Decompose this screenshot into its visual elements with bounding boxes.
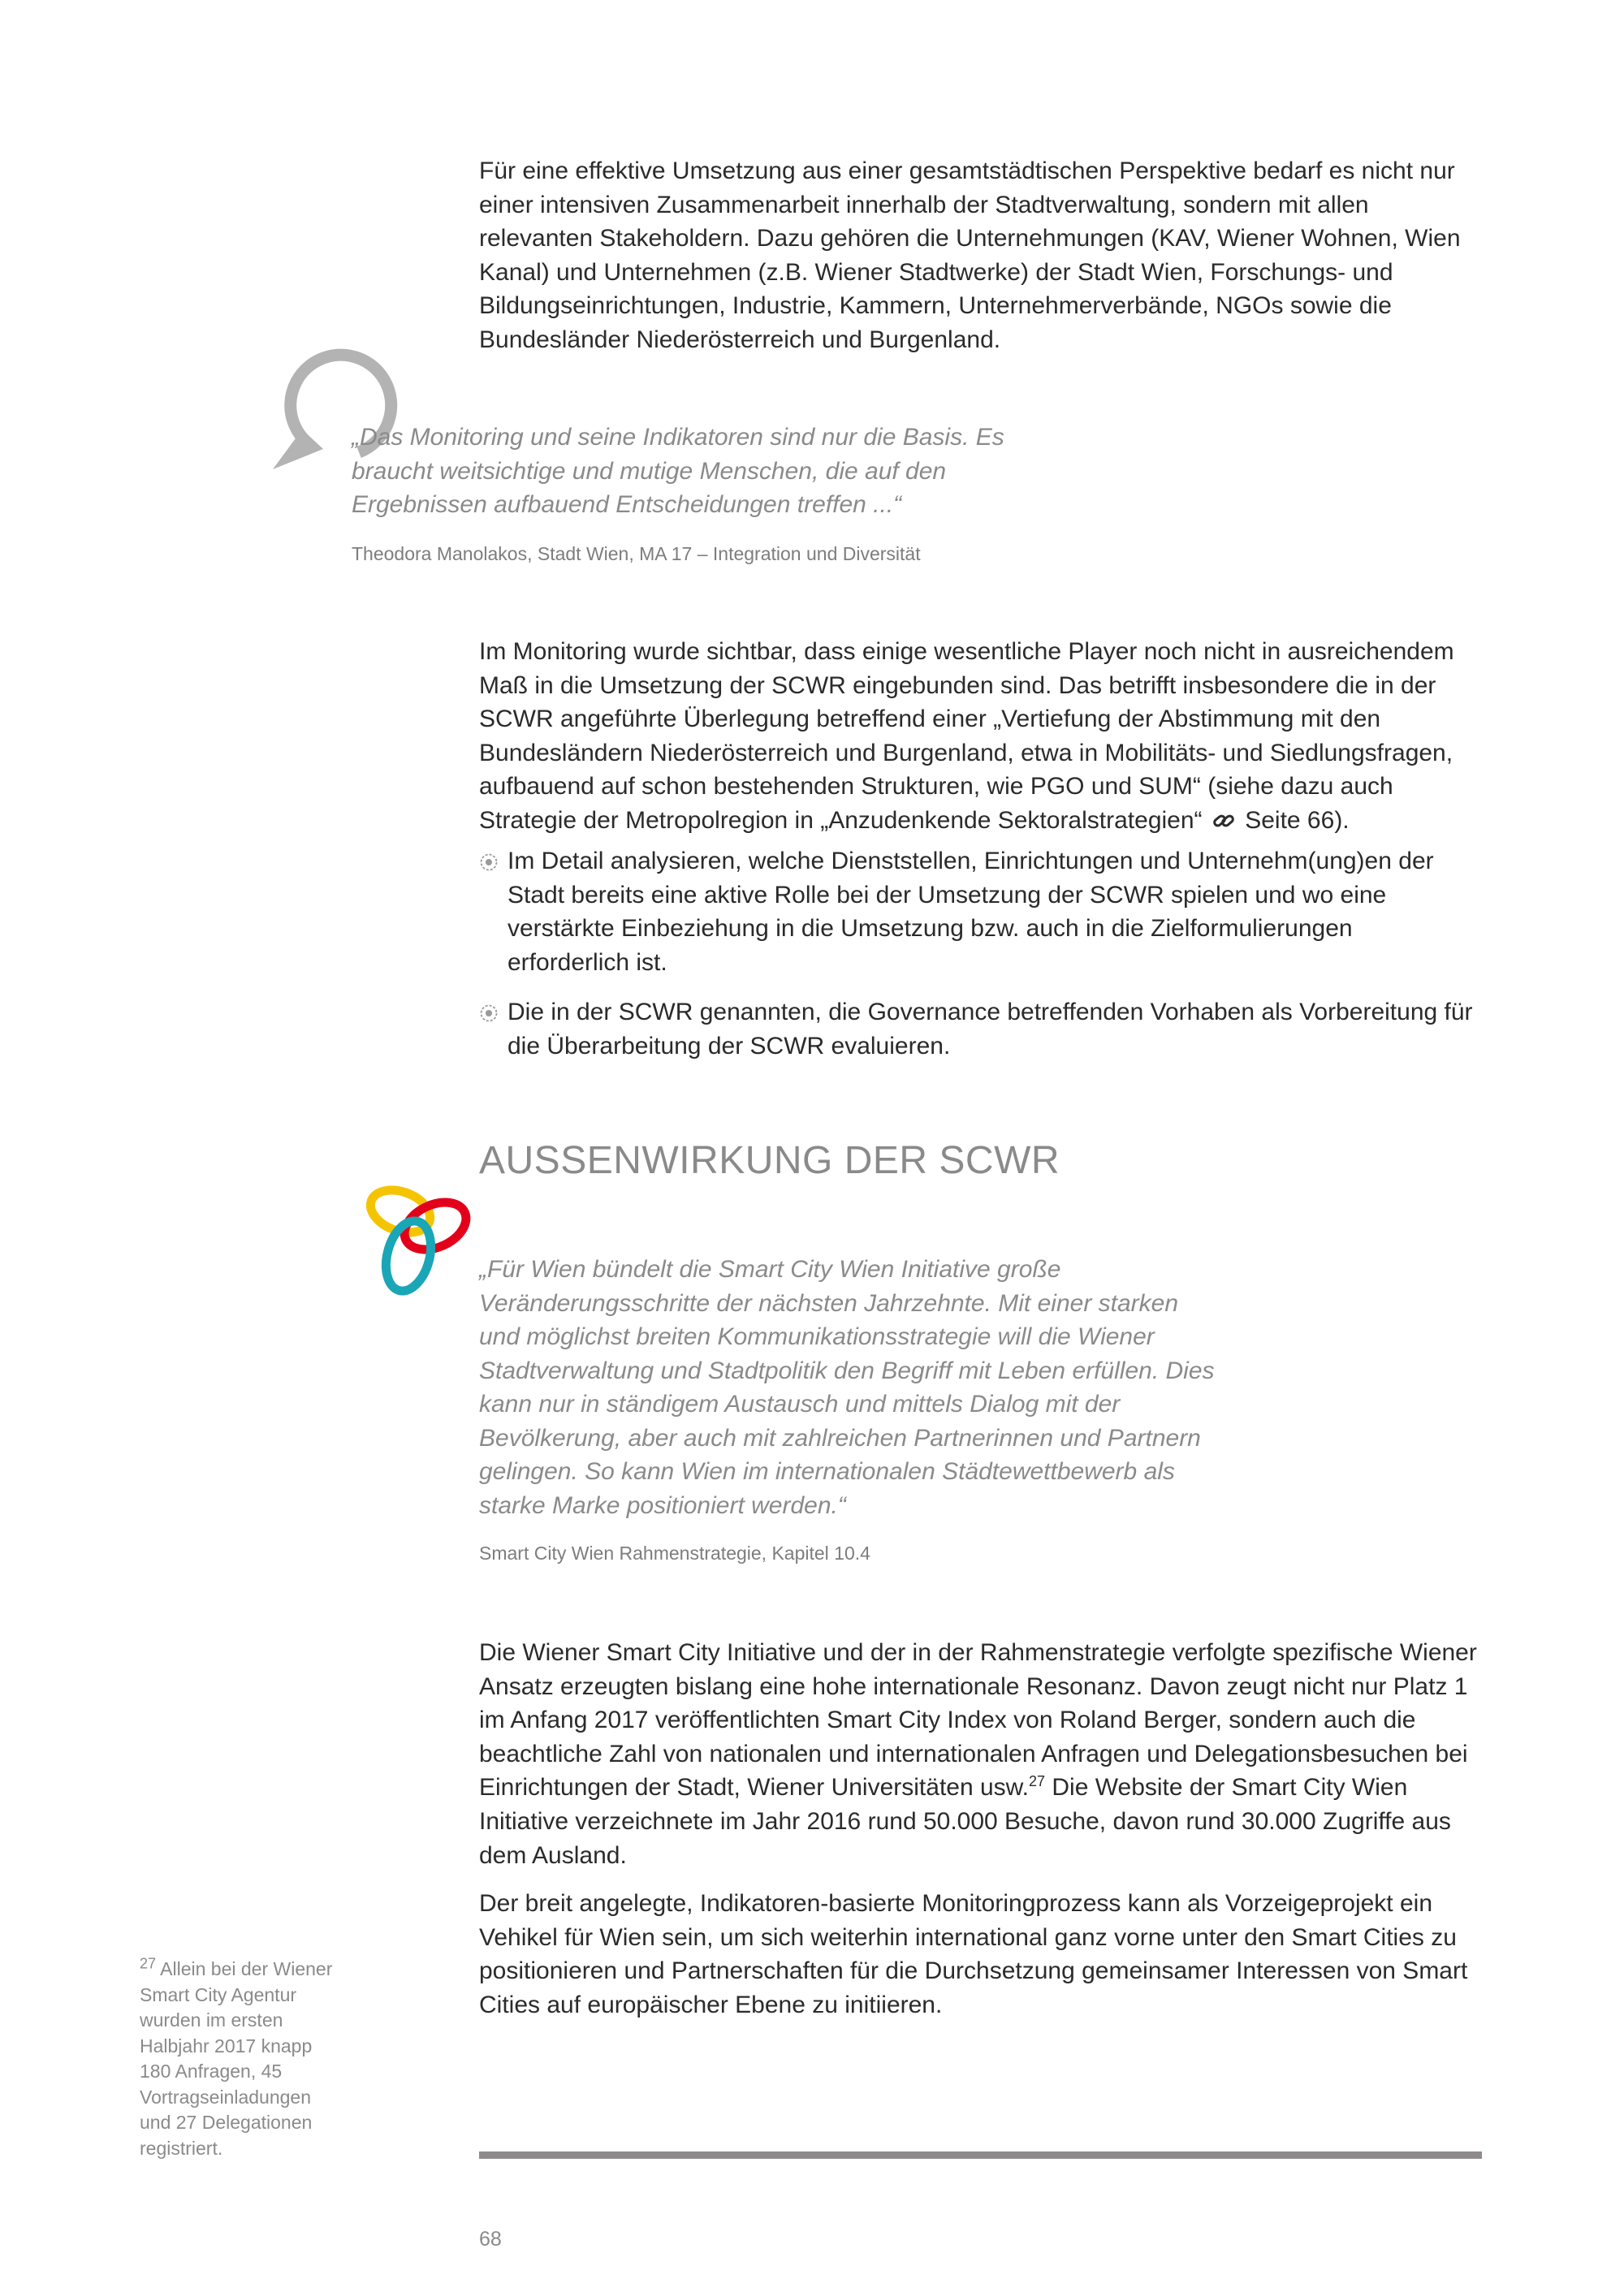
sun-bullet-icon xyxy=(479,852,499,872)
link-icon xyxy=(1212,812,1235,830)
quote-1: „Das Monitoring und seine Indikatoren sind nur die Basis. Es braucht weitsichtige und mutige Menschen, die auf den Ergebnissen aufbauend Entscheidungen treffen ...“ xyxy=(352,424,1004,518)
footnote-number: 27 xyxy=(140,1955,157,1972)
smart-city-logo-icon xyxy=(364,1179,486,1301)
bullet-item: Die in der SCWR genannten, die Governance betreffenden Vorhaben als Vorbereitung für die Überarbeitung der SCWR evaluieren. xyxy=(479,995,1478,1063)
bullet-list xyxy=(479,844,1478,1080)
quote-2: „Für Wien bündelt die Smart City Wien Initiative große Veränderungsschritte der nächsten Jahrzehnte. Mit einer starken und möglichst breiten Kommunikationsstrategie will die Wiener Stadtverwaltung und Stadtpolitik den Begriff mit Leben erfüllen. Dies kann nur in ständigem Austausch und mittels Dialog mit der Bevölkerung, aber auch mit zahlreichen Partnerinnen und Partnern gelingen. So kann Wien im internationalen Städtewettbewerb als starke Marke positioniert werden.“ xyxy=(479,1256,1215,1519)
bullet-item: Im Detail analysieren, welche Dienststellen, Einrichtungen und Unternehm(ung)en der Stadt bereits eine aktive Rolle bei der Umsetzung der SCWR spielen und wo eine verstärkte Einbeziehung in die Umsetzung bzw. auch in die Zielformulierungen erforderlich ist. xyxy=(479,844,1478,979)
divider-rule xyxy=(479,2151,1482,2159)
footnote: $^{27}$ Allein bei der Wiener Smart City Agentur wurden im ersten Halbjahr 2017 knapp 180 Anfragen, 45 Vortragseinladungen und 27 Delegationen registriert. xyxy=(140,1955,333,2159)
quote-1-source: Theodora Manolakos, Stadt Wien, MA 17 – Integration und Diversität xyxy=(352,543,921,564)
page-number: 68 xyxy=(479,2228,502,2251)
resonance-section xyxy=(479,1636,1482,2037)
quote-2-source: Smart City Wien Rahmenstrategie, Kapitel 10.4 xyxy=(479,1543,870,1564)
monitoring-paragraph: Im Monitoring wurde sichtbar, dass einige wesentliche Player noch nicht in ausreichendem Maß in die Umsetzung der SCWR eingebunden sind. Das betrifft insbesondere die in der SCWR angeführte Überlegung betreffend einer „Vertiefung der Abstimmung mit den Bundesländern Niederösterreich und Burgenland, etwa in Mobilitäts- und Siedlungsfragen, aufbauend auf schon bestehenden Strukturen, wie PGO und SUM“ (siehe dazu auch Strategie der Metropolregion in „Anzudenkende Sektoralstrategien“ Seite 66). xyxy=(479,638,1454,834)
footnote-ref[interactable]: 27 xyxy=(1029,1773,1046,1790)
vehicle-paragraph: Der breit angelegte, Indikatoren-basierte Monitoringprozess kann als Vorzeigeprojekt ein Vehikel für Wien sein, um sich weiterhin international ganz vorne unter den Smart Cities zu positionieren und Partnerschaften für die Durchsetzung gemeinsamer Interessen von Smart Cities auf europäischer Ebene zu initiieren. xyxy=(479,1890,1468,2018)
page-link[interactable]: Seite 66 xyxy=(1245,806,1335,834)
section-heading: AUSSENWIRKUNG DER SCWR xyxy=(479,1139,1060,1182)
sun-bullet-icon xyxy=(479,1003,499,1023)
resonance-paragraph: Die Wiener Smart City Initiative und der in der Rahmenstrategie verfolgte spezifische Wiener Ansatz erzeugten bislang eine hohe internationale Resonanz. Davon zeugt nicht nur Platz 1 im Anfang 2017 veröffentlichten Smart City Index von Roland Berger, sondern auch die beachtliche Zahl von nationalen und internationalen Anfragen und Delegationsbesuchen bei Einrichtungen der Stadt, Wiener Universitäten usw.$^{27}$ Die Website der Smart City Wien Initiative verzeichnete im Jahr 2016 rund 50.000 Besuche, davon rund 30.000 Zugriffe aus dem Ausland. xyxy=(479,1639,1477,1869)
intro-paragraph: Für eine effektive Umsetzung aus einer gesamtstädtischen Perspektive bedarf es nicht nur einer intensiven Zusammenarbeit innerhalb der Stadtverwaltung, sondern mit allen relevanten Stakeholdern. Dazu gehören die Unternehmungen (KAV, Wiener Wohnen, Wien Kanal) und Unternehmen (z.B. Wiener Stadtwerke) der Stadt Wien, Forschungs- und Bildungseinrichtungen, Industrie, Kammern, Unternehmerverbände, NGOs sowie die Bundesländer Niederösterreich und Burgenland. xyxy=(479,158,1461,353)
